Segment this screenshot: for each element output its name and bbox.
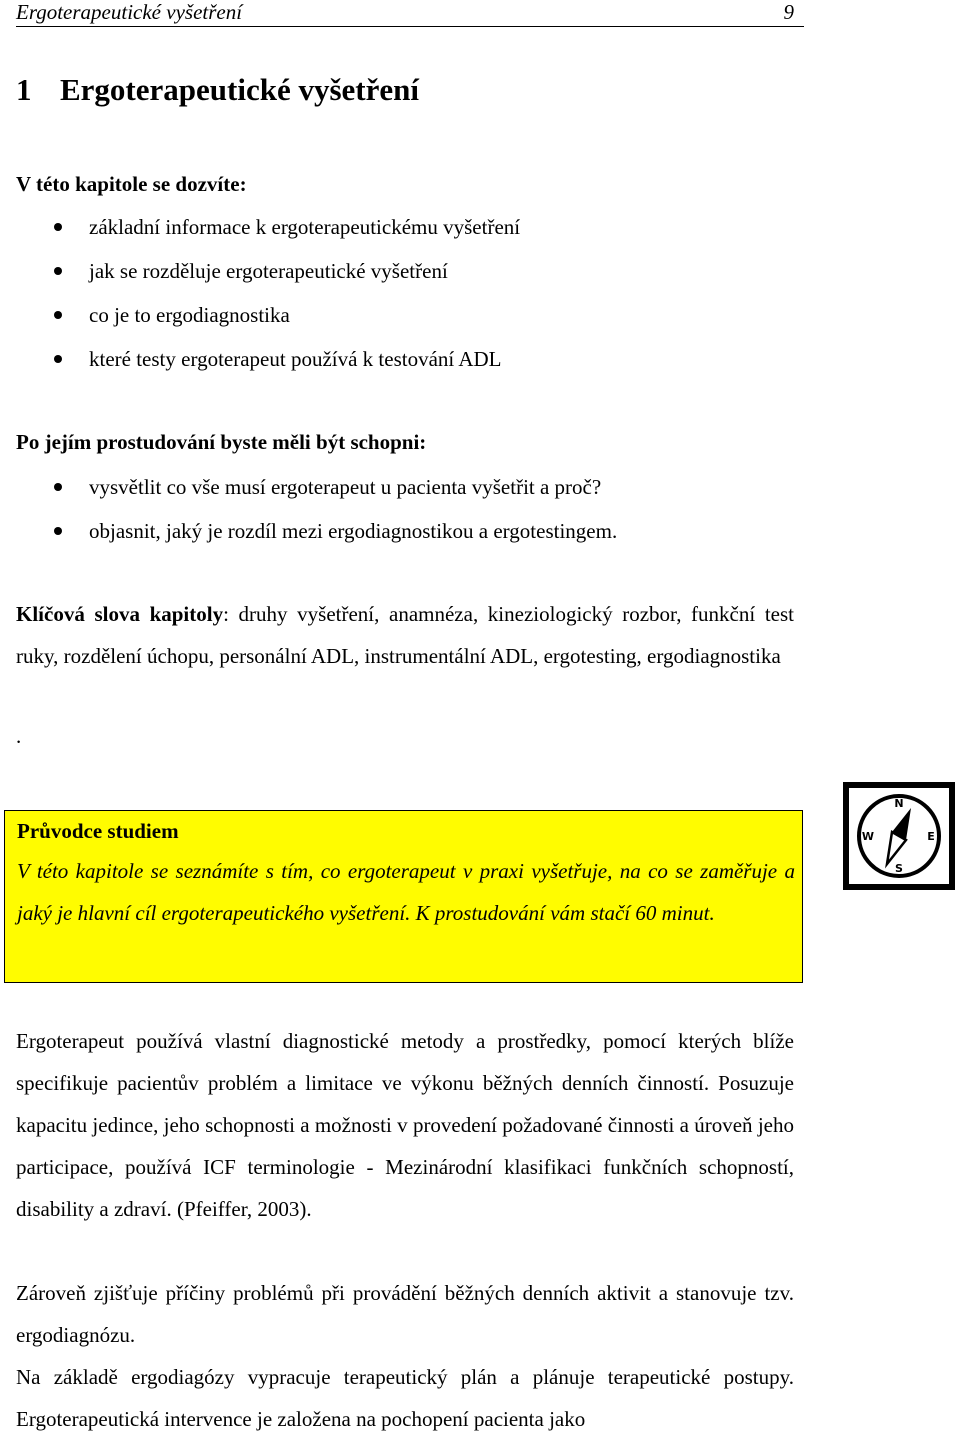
body-paragraph-2: Zároveň zjišťuje příčiny problémů při provádění běžných denních aktivit a stanovuje tzv. ergodiagnózu. <box>16 1281 794 1347</box>
compass-icon <box>843 782 955 890</box>
body-paragraph-1: Ergoterapeut používá vlastní diagnostické metody a prostředky, pomocí kterých blíže specifikuje pacientův problém a limitace ve výkonu běžných denních činností. Posuzuje kapacitu jedince, jeho schopnosti a možnosti v provedení požadované činnosti a úroveň jeho participace, používá ICF terminologie - Mezinárodní klasifikaci funkčních schopností, disability a zdraví. (Pfeiffer, 2003). <box>16 1029 794 1221</box>
bullet-icon <box>54 267 62 275</box>
page-number: 9 <box>783 0 794 24</box>
trailing-dot: . <box>16 724 22 748</box>
running-header-title: Ergoterapeutické vyšetření <box>16 0 243 24</box>
list-item-text: co je to ergodiagnostika <box>89 303 290 327</box>
compass-west-label: W <box>861 830 875 843</box>
keywords-lead: Klíčová slova kapitoly <box>16 602 224 626</box>
compass-north-label: N <box>894 797 904 810</box>
learn-label: V této kapitole se dozvíte: <box>16 172 247 196</box>
body-paragraph-3: Na základě ergodiagózy vypracuje terapeutický plán a plánuje terapeutické postupy. Ergoterapeutická intervence je založena na pochopení pacienta jako <box>16 1365 794 1431</box>
compass-south-label: S <box>895 862 903 875</box>
list-item-text: jak se rozděluje ergoterapeutické vyšetření <box>89 259 448 283</box>
running-header <box>16 0 804 27</box>
bullet-icon <box>54 355 62 363</box>
bullet-icon <box>54 483 62 491</box>
chapter-heading <box>16 70 419 110</box>
bullet-icon <box>54 527 62 535</box>
chapter-title: Ergoterapeutické vyšetření <box>60 72 419 107</box>
bullet-icon <box>54 311 62 319</box>
compass-graphic <box>849 788 949 884</box>
abilities-label: Po jejím prostudování byste měli být schopni: <box>16 430 427 454</box>
list-item-text: základní informace k ergoterapeutickému vyšetření <box>89 215 521 239</box>
study-guide-title: Průvodce studiem <box>17 819 179 843</box>
chapter-number: 1 <box>16 72 32 107</box>
study-guide-text: V této kapitole se seznámíte s tím, co ergoterapeut v praxi vyšetřuje, na co se zaměřuje a jaký je hlavní cíl ergoterapeutického vyšetření. K prostudování vám stačí 60 minut. <box>17 859 795 925</box>
bullet-icon <box>54 223 62 231</box>
compass-east-label: E <box>927 830 935 843</box>
list-item-text: které testy ergoterapeut používá k testování ADL <box>89 347 502 371</box>
study-guide-box <box>4 810 803 983</box>
list-item-text: objasnit, jaký je rozdíl mezi ergodiagnostikou a ergotestingem. <box>89 519 618 543</box>
keywords-text: : druhy vyšetření, anamnéza, kineziologický rozbor, funkční test ruky, rozdělení úchopu, personální ADL, instrumentální ADL, ergotesting, ergodiagnostika <box>16 602 794 668</box>
list-item-text: vysvětlit co vše musí ergoterapeut u pacienta vyšetřit a proč? <box>89 475 602 499</box>
keywords-paragraph <box>16 593 794 677</box>
